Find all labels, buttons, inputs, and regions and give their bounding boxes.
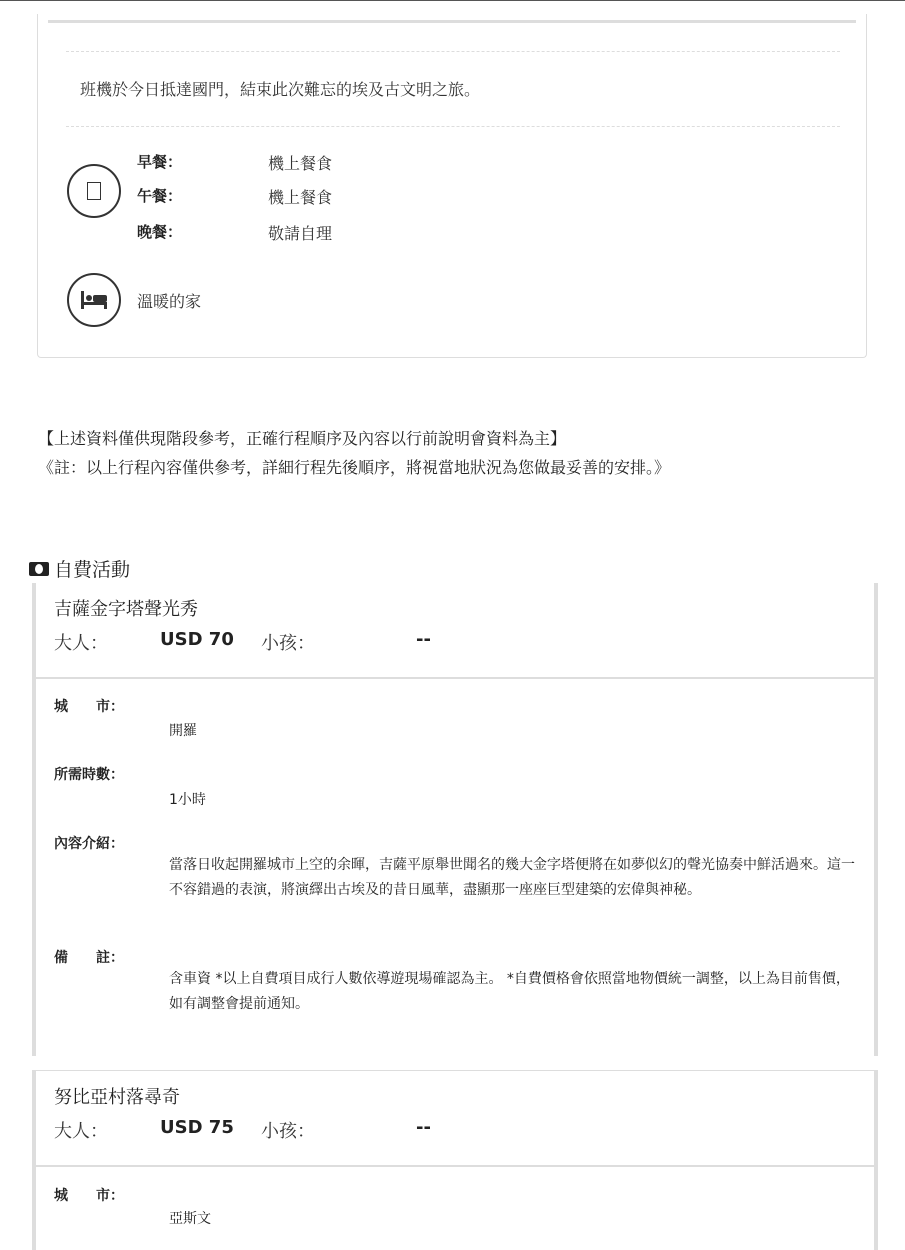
activity-card xyxy=(32,1070,878,1250)
city-label: 城 市： xyxy=(54,699,124,715)
section-title-text: 自費活動 xyxy=(54,559,131,581)
lunch-label: 午餐： xyxy=(137,187,183,205)
activity-card xyxy=(32,583,878,1056)
notice-reference: 【上述資料僅供現階段參考，正確行程順序及內容以行前說明會資料為主】 xyxy=(38,429,567,448)
child-price: -- xyxy=(416,1117,431,1138)
city-label: 城 市： xyxy=(54,1188,124,1204)
breakfast-label: 早餐： xyxy=(137,153,183,171)
remark-label: 備 註： xyxy=(54,950,124,966)
divider xyxy=(66,126,840,127)
activity-title: 吉薩金字塔聲光秀 xyxy=(54,599,198,620)
child-price: -- xyxy=(416,629,431,650)
activity-title: 努比亞村落尋奇 xyxy=(54,1087,180,1108)
money-icon xyxy=(29,562,49,576)
adult-label: 大人： xyxy=(54,633,108,654)
activity-header xyxy=(36,1071,874,1167)
top-divider xyxy=(0,0,905,1)
hotel-name: 溫暖的家 xyxy=(137,292,202,311)
duration-value: 1小時 xyxy=(169,792,206,808)
city-value: 開羅 xyxy=(169,723,197,739)
card-top-bar xyxy=(48,20,856,23)
bed-icon xyxy=(67,273,121,327)
day-description: 班機於今日抵達國門，結束此次難忘的埃及古文明之旅。 xyxy=(80,80,481,99)
dinner-value: 敬請自理 xyxy=(268,224,333,243)
intro-label: 內容介紹： xyxy=(54,836,124,852)
adult-label: 大人： xyxy=(54,1121,108,1142)
city-value: 亞斯文 xyxy=(169,1211,211,1227)
notice-note: 《註：以上行程內容僅供參考，詳細行程先後順序，將視當地狀況為您做最妥善的安排。》 xyxy=(38,458,671,477)
divider xyxy=(66,51,840,52)
duration-label: 所需時數： xyxy=(54,767,124,783)
child-label: 小孩： xyxy=(261,1121,315,1142)
utensils-icon xyxy=(67,164,121,218)
optional-activities-heading xyxy=(29,555,130,582)
day-itinerary-card xyxy=(37,14,867,358)
child-label: 小孩： xyxy=(261,633,315,654)
activity-header xyxy=(36,583,874,679)
remark-text: 含車資 *以上自費項目成行人數依導遊現場確認為主。 *自費價格會依照當地物價統一調整，以上為目前售價，如有調整會提前通知。 xyxy=(169,971,850,1012)
lunch-value: 機上餐食 xyxy=(268,188,333,207)
dinner-label: 晚餐： xyxy=(137,223,183,241)
adult-price: USD 75 xyxy=(160,1117,234,1138)
adult-price: USD 70 xyxy=(160,629,234,650)
intro-text: 當落日收起開羅城市上空的余暉，吉薩平原舉世聞名的幾大金字塔便將在如夢似幻的聲光協奏中鮮活過來。這一不容錯過的表演，將演繹出古埃及的昔日風華，盡顯那一座座巨型建築的宏偉與神秘。 xyxy=(169,857,855,898)
breakfast-value: 機上餐食 xyxy=(268,154,333,173)
